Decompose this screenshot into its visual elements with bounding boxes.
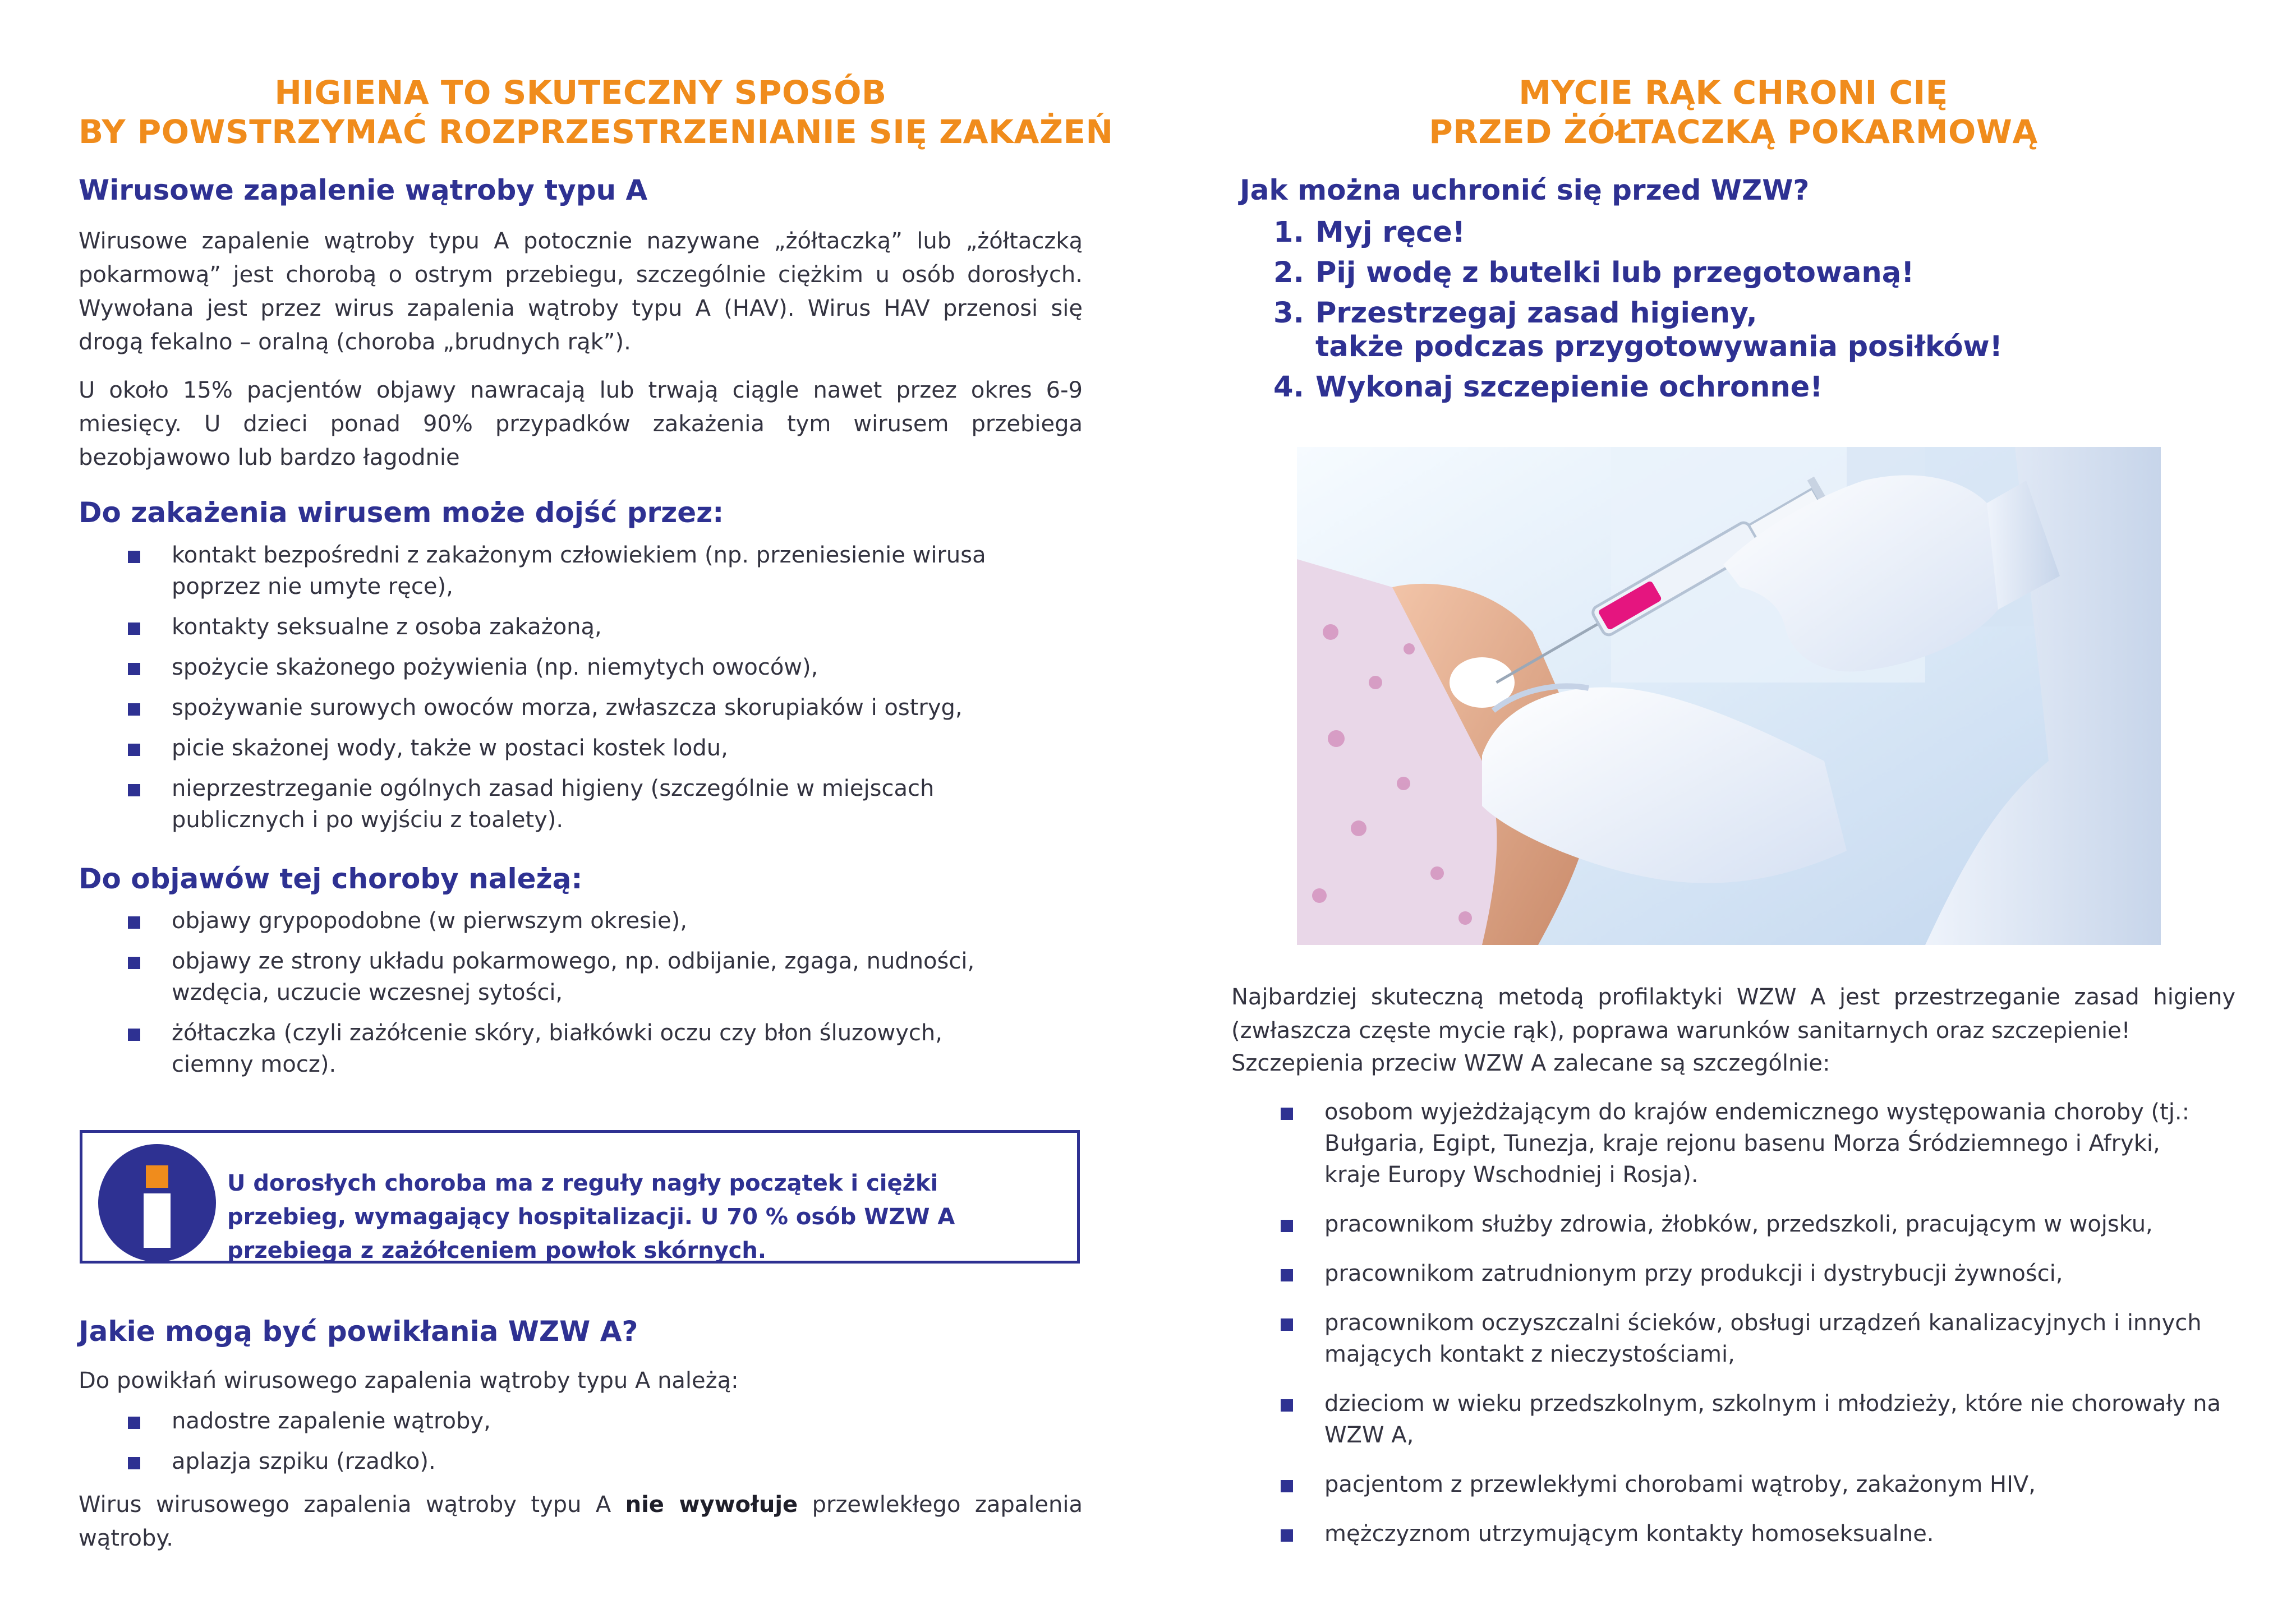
final-note-emphasis: nie wywołuje bbox=[625, 1492, 798, 1518]
list-item: pracownikom oczyszczalni ścieków, obsługi urządzeń kanalizacyjnych i innych mających kontakt z nieczystościami, bbox=[1231, 1307, 2235, 1370]
step-item bbox=[1231, 216, 2235, 250]
step-text-line-2: także podczas przygotowywania posiłków! bbox=[1315, 330, 2003, 363]
section-heading-infection-routes: Do zakażenia wirusem może dojść przez: bbox=[79, 496, 724, 529]
list-item: picie skażonej wody, także w postaci kostek lodu, bbox=[79, 732, 1021, 764]
section-heading-symptoms: Do objawów tej choroby należą: bbox=[79, 863, 583, 895]
vaccination-groups-list bbox=[1231, 1096, 2235, 1550]
list-item: objawy ze strony układu pokarmowego, np. odbijanie, zgaga, nudności, wzdęcia, uczucie wczesnej sytości, bbox=[79, 946, 1021, 1008]
list-item: żółtaczka (czyli zażółcenie skóry, białkówki oczu czy błon śluzowych, ciemny mocz). bbox=[79, 1017, 1021, 1080]
right-title-line-1: MYCIE RĄK CHRONI CIĘ bbox=[1519, 73, 1948, 112]
vaccination-illustration bbox=[1297, 447, 2161, 945]
list-item: kontakt bezpośredni z zakażonym człowiekiem (np. przeniesienie wirusa poprzez nie umyte ręce), bbox=[79, 540, 1021, 602]
step-text: Myj ręce! bbox=[1315, 216, 1466, 249]
step-text: Przestrzegaj zasad higieny, bbox=[1315, 297, 1757, 330]
prevention-question: Jak można uchronić się przed WZW? bbox=[1240, 174, 1810, 206]
paragraph-hav-intro: Wirusowe zapalenie wątroby typu A potocznie nazywane „żółtaczką” lub „żółtaczką pokarmową” jest chorobą o ostrym przebiegu, szczególnie ciężkim u osób dorosłych. Wywołana jest przez wirus zapalenia wątroby typu A (HAV). Wirus HAV przenosi się drogą fekalno – oralną (choroba „brudnych rąk”). bbox=[79, 228, 1083, 355]
infection-routes-list bbox=[79, 540, 1021, 836]
right-main-title bbox=[1231, 73, 2235, 151]
step-number: 4. bbox=[1273, 371, 1304, 404]
list-item: pracownikom zatrudnionym przy produkcji i dystrybucji żywności, bbox=[1231, 1258, 2235, 1289]
complications-list bbox=[79, 1405, 1021, 1477]
paragraph-hav-stats: U około 15% pacjentów objawy nawracają lub trwają ciągle nawet przez okres 6-9 miesięcy. U dzieci ponad 90% przypadków zakażenia tym wirusem przebiega bezobjawowo lub bardzo łagodnie bbox=[79, 377, 1083, 471]
list-item: kontakty seksualne z osoba zakażoną, bbox=[79, 611, 1021, 643]
step-number: 3. bbox=[1273, 297, 1304, 330]
step-number: 1. bbox=[1273, 216, 1304, 249]
list-item: aplazja szpiku (rzadko). bbox=[79, 1446, 1021, 1477]
step-item bbox=[1231, 297, 2235, 364]
step-number: 2. bbox=[1273, 256, 1304, 289]
info-box-text: U dorosłych choroba ma z reguły nagły początek i ciężki przebieg, wymagający hospitalizacji. U 70 % osób WZW A przebiega z zażółceniem powłok skórnych. bbox=[227, 1170, 955, 1264]
info-icon-bar bbox=[144, 1193, 171, 1248]
list-item: dzieciom w wieku przedszkolnym, szkolnym i młodzieży, które nie chorowały na WZW A, bbox=[1231, 1388, 2235, 1451]
list-item: mężczyznom utrzymującym kontakty homoseksualne. bbox=[1231, 1518, 2235, 1550]
left-title-line-1: HIGIENA TO SKUTECZNY SPOSÓB bbox=[274, 73, 887, 112]
prevention-paragraph: Najbardziej skuteczną metodą profilaktyki WZW A jest przestrzeganie zasad higieny (zwłaszcza częste mycie rąk), poprawa warunków sanitarnych oraz szczepienie! bbox=[1231, 984, 2235, 1044]
right-title-line-2: PRZED ŻÓŁTACZKĄ POKARMOWĄ bbox=[1429, 113, 2038, 151]
list-item: nieprzestrzeganie ogólnych zasad higieny (szczególnie w miejscach publicznych i po wyjściu z toalety). bbox=[79, 773, 1021, 836]
step-text: Pij wodę z butelki lub przegotowaną! bbox=[1315, 256, 1915, 289]
step-text: Wykonaj szczepienie ochronne! bbox=[1315, 371, 1823, 404]
vaccination-recommendation-intro: Szczepienia przeciw WZW A zalecane są szczególnie: bbox=[1231, 1050, 1830, 1076]
list-item: pracownikom służby zdrowia, żłobków, przedszkoli, pracującym w wojsku, bbox=[1231, 1209, 2235, 1240]
final-note-part-2: przewlekłego zapalenia wątroby. bbox=[79, 1492, 1083, 1551]
left-main-title bbox=[79, 73, 1114, 151]
section-heading-complications: Jakie mogą być powikłania WZW A? bbox=[79, 1315, 638, 1348]
complications-intro: Do powikłań wirusowego zapalenia wątroby typu A należą: bbox=[79, 1368, 739, 1394]
final-note bbox=[79, 1488, 1083, 1555]
symptoms-list bbox=[79, 905, 1021, 1080]
step-item bbox=[1231, 256, 2235, 290]
vaccination-photo bbox=[1297, 447, 2161, 945]
final-note-part-1: Wirus wirusowego zapalenia wątroby typu A bbox=[79, 1492, 625, 1518]
info-icon-dot bbox=[146, 1165, 168, 1188]
left-title-line-2: BY POWSTRZYMAĆ ROZPRZESTRZENIANIE SIĘ ZAKAŻEŃ bbox=[79, 113, 1114, 151]
section-heading-hav: Wirusowe zapalenie wątroby typu A bbox=[79, 174, 648, 206]
list-item: spożycie skażonego pożywienia (np. niemytych owoców), bbox=[79, 652, 1021, 683]
list-item: pacjentom z przewlekłymi chorobami wątroby, zakażonym HIV, bbox=[1231, 1469, 2235, 1500]
prevention-steps bbox=[1231, 216, 2235, 404]
step-item bbox=[1231, 371, 2235, 404]
list-item: osobom wyjeżdżającym do krajów endemicznego występowania choroby (tj.: Bułgaria, Egipt, Tunezja, kraje rejonu basenu Morza Śródziemnego i Afryki, kraje Europy Wschodniej i Rosja). bbox=[1231, 1096, 2235, 1191]
list-item: objawy grypopodobne (w pierwszym okresie), bbox=[79, 905, 1021, 937]
list-item: spożywanie surowych owoców morza, zwłaszcza skorupiaków i ostryg, bbox=[79, 692, 1021, 723]
list-item: nadostre zapalenie wątroby, bbox=[79, 1405, 1021, 1437]
